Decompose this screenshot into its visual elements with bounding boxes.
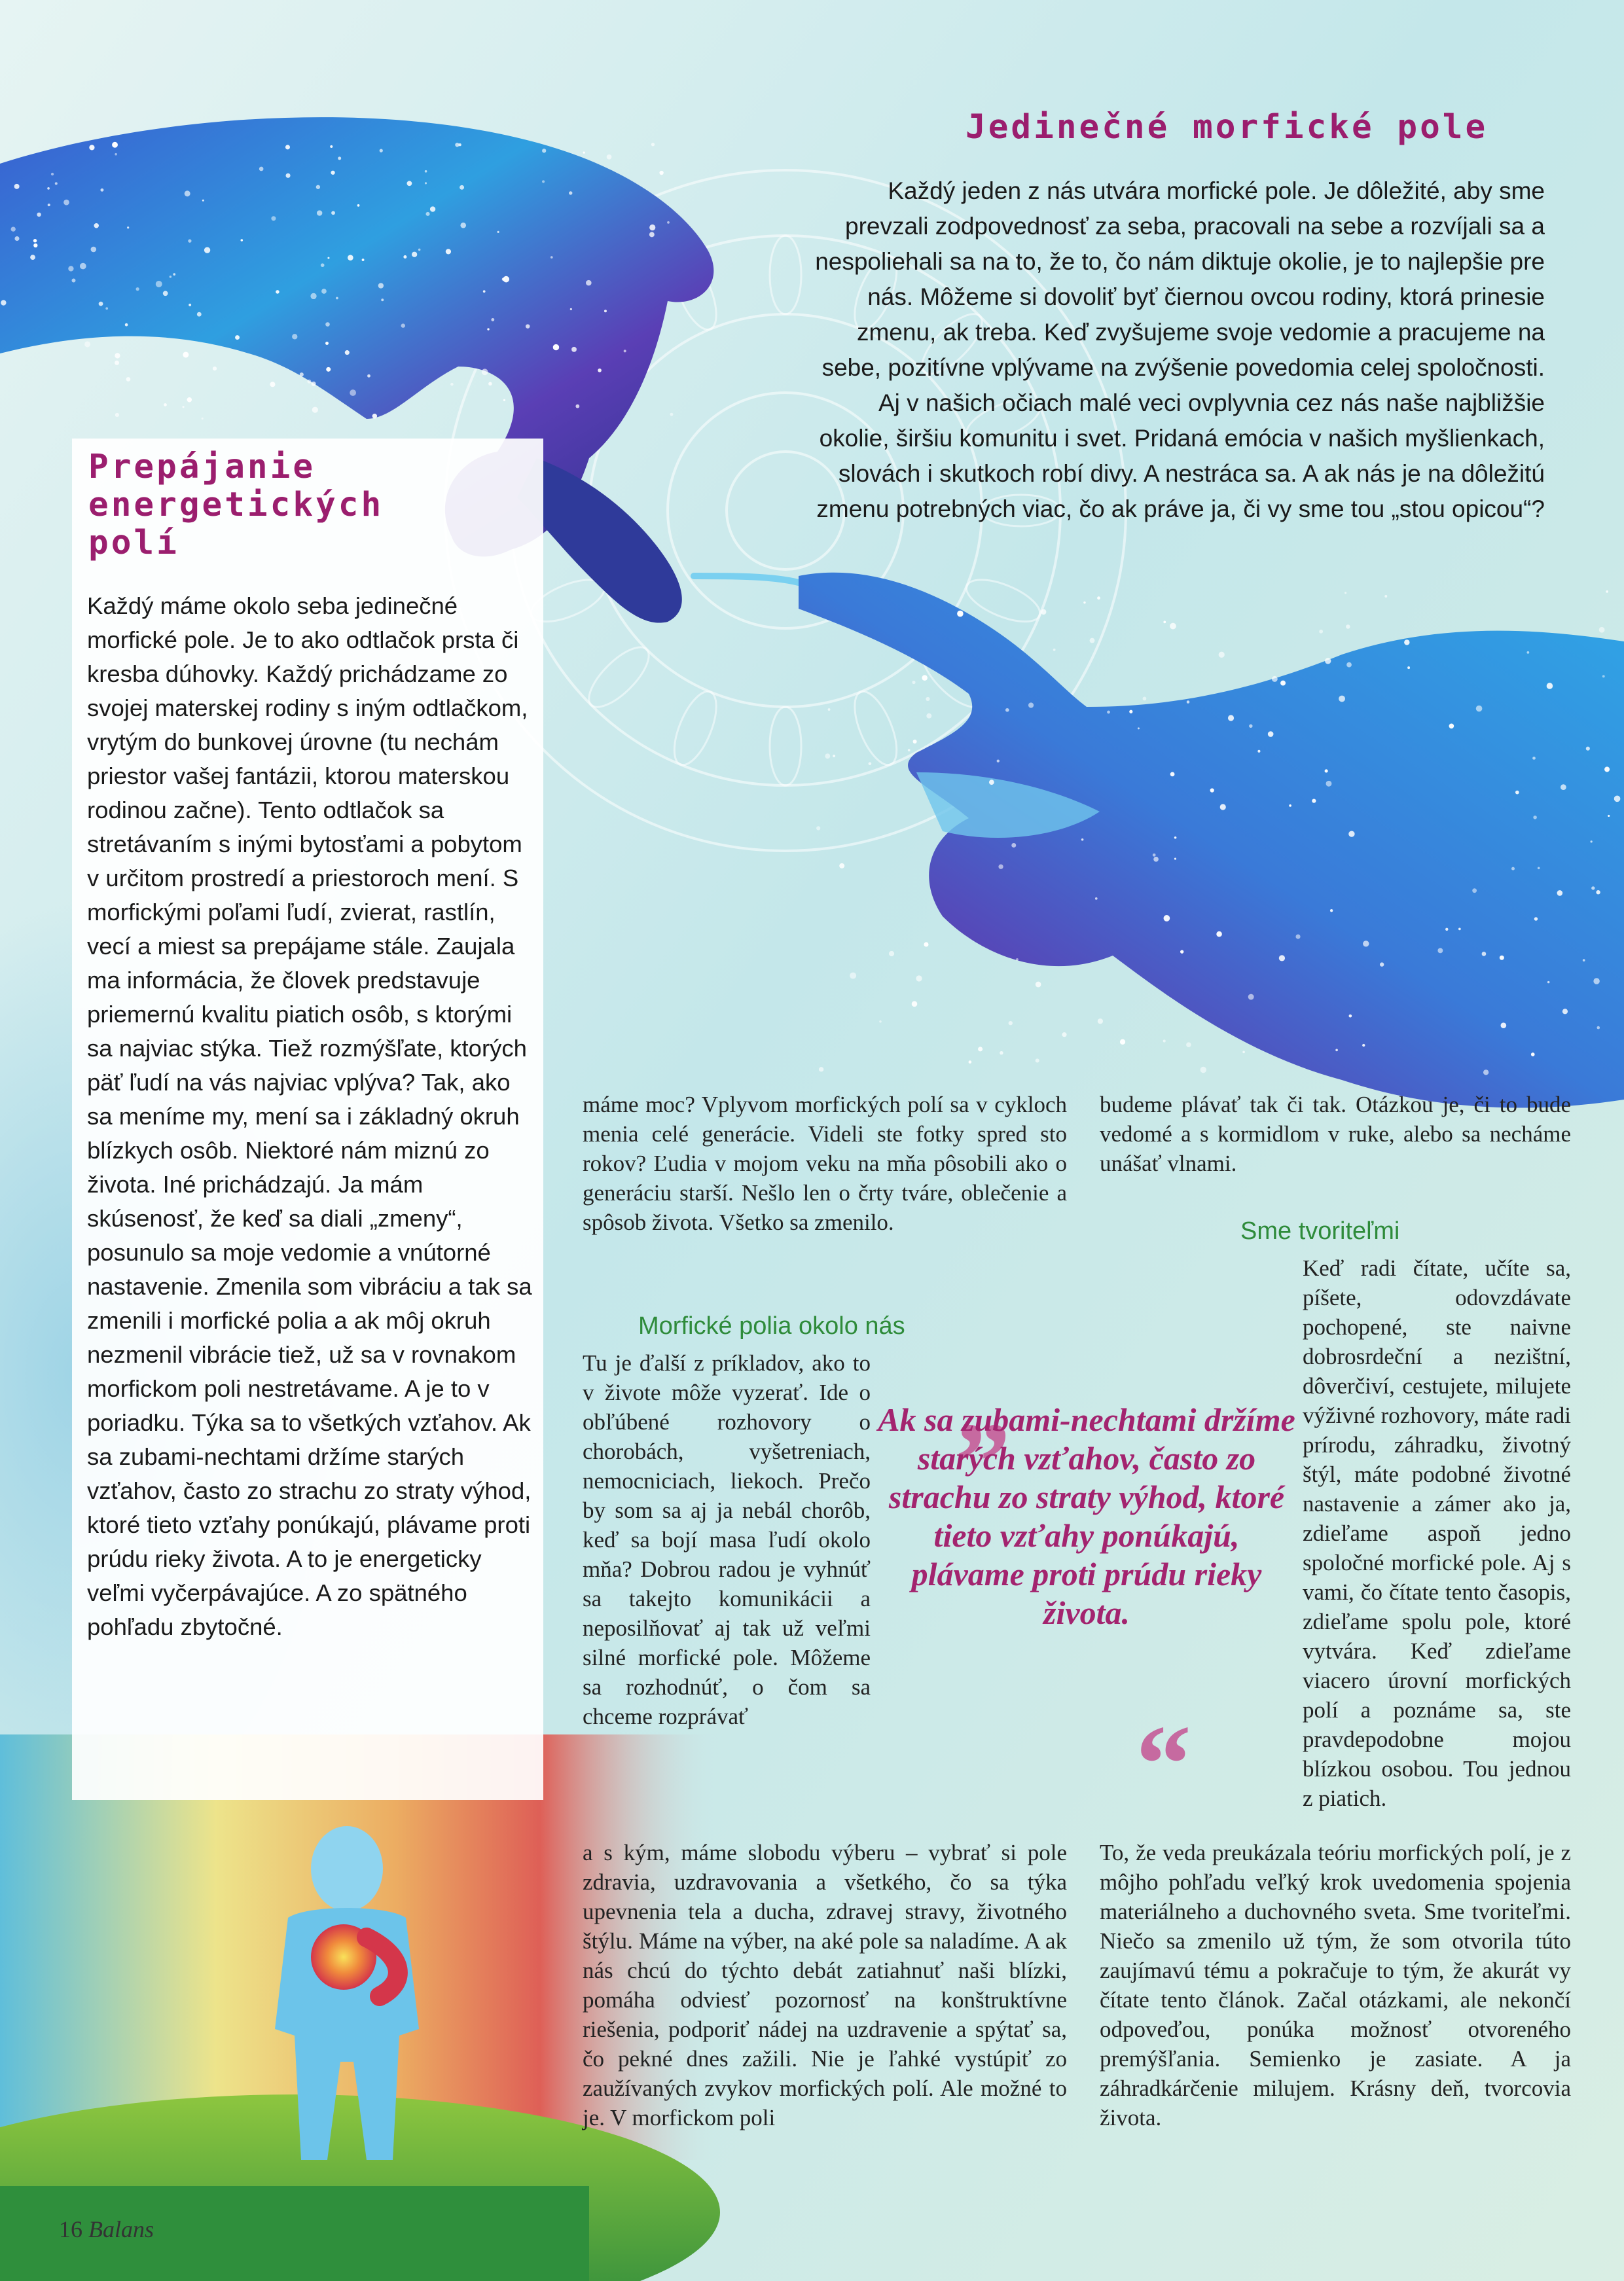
star-dot: [828, 708, 831, 711]
star-dot: [1280, 681, 1286, 686]
col2-paragraph-2: Keď radi čítate, učíte sa, píšete, odovzdávate pochopené, ste naivne dobrosrdeční a nezištní, dôverčiví, cestujete, milujete výživné rozhovory, máte radi prírodu, záhradku, životný štýl, máte podobné životné nastavenie a zámer ako ja, zdieľame aspoň jedno spoločné morfické pole. Aj s vami, čo čítate tento časopis, zdieľame spolu pole, ktoré vytvára. Keď zdieľame viacero úrovní morfických polí a poznáme sa, ste pravdepodobne mojou blízkou osobou. Tou jednou z piatich.: [1303, 1255, 1571, 1811]
star-dot: [1242, 1051, 1245, 1054]
star-dot: [1095, 897, 1098, 900]
star-dot: [670, 413, 674, 416]
star-dot: [1248, 994, 1254, 1000]
star-dot: [321, 263, 325, 267]
star-dot: [33, 243, 37, 247]
star-dot: [1187, 700, 1190, 704]
star-dot: [1596, 890, 1600, 894]
star-dot: [624, 350, 626, 352]
star-dot: [1129, 710, 1132, 713]
star-dot: [1349, 1015, 1352, 1018]
col1-paragraph-2: Tu je ďalší z príkladov, ako to v živote môže vyzerať. Ide o obľúbené rozhovory o chorobách, vyšetreniach, nemocniciach, liekoch. Prečo by som sa aj ja nebál chorôb, keď sa bojí masa ľudí okolo mňa? Dobrou radou je vyhnúť sa takejto komunikácii a neposilňovať aj tak už veľmi silné morfické pole. Môžeme sa rozhodnúť, o čom sa chceme rozprávať: [583, 1350, 871, 1729]
star-dot: [1120, 1039, 1125, 1045]
star-dot: [362, 259, 365, 261]
star-dot: [1404, 639, 1409, 645]
star-dot: [14, 236, 19, 241]
star-dot: [571, 347, 577, 352]
star-dot: [1279, 955, 1285, 961]
star-dot: [425, 212, 429, 216]
star-dot: [259, 167, 264, 171]
star-dot: [30, 255, 35, 260]
star-dot: [316, 185, 320, 189]
star-dot: [553, 344, 559, 350]
star-dot: [401, 323, 405, 327]
star-dot: [1174, 858, 1176, 860]
star-dot: [1335, 1049, 1338, 1052]
star-dot: [569, 191, 572, 194]
star-dot: [575, 404, 579, 408]
star-dot: [127, 226, 129, 228]
star-dot: [1380, 962, 1384, 966]
star-dot: [607, 154, 612, 160]
star-dot: [1219, 652, 1225, 658]
star-dot: [1272, 676, 1278, 682]
star-dot: [879, 1020, 882, 1023]
star-dot: [197, 312, 202, 317]
star-dot: [1344, 592, 1346, 594]
star-dot: [1005, 708, 1009, 712]
star-dot: [978, 1047, 983, 1051]
star-dot: [446, 249, 451, 254]
star-dot: [604, 310, 607, 312]
star-dot: [1583, 959, 1585, 961]
star-dot: [1531, 1052, 1535, 1056]
star-dot: [542, 149, 546, 153]
star-dot: [285, 145, 290, 149]
star-dot: [1437, 948, 1443, 953]
star-dot: [163, 291, 168, 296]
star-dot: [497, 231, 499, 233]
star-dot: [1268, 731, 1274, 737]
star-dot: [183, 406, 185, 408]
star-dot: [482, 368, 488, 375]
star-dot: [1216, 931, 1222, 937]
star-dot: [1325, 658, 1331, 664]
quote-close-mark: “: [1136, 1702, 1191, 1825]
star-dot: [89, 145, 94, 150]
star-dot: [1170, 623, 1176, 630]
star-dot: [1561, 784, 1566, 790]
star-dot: [1602, 675, 1605, 677]
sidebar-title: Prepájanie energetických polí: [88, 448, 384, 562]
star-dot: [156, 281, 162, 287]
star-dot: [1339, 696, 1345, 702]
star-dot: [1526, 651, 1529, 654]
star-dot: [33, 239, 37, 242]
star-dot: [378, 283, 384, 288]
star-dot: [357, 204, 360, 207]
star-dot: [48, 204, 50, 206]
star-dot: [1153, 857, 1159, 862]
star-dot: [908, 749, 911, 751]
star-dot: [1591, 886, 1595, 889]
star-dot: [1532, 757, 1536, 760]
star-dot: [1538, 867, 1540, 870]
star-dot: [1228, 715, 1234, 721]
star-dot: [1593, 978, 1600, 984]
star-dot: [1000, 1051, 1003, 1054]
star-dot: [912, 1001, 918, 1007]
star-dot: [924, 942, 928, 946]
star-dot: [1330, 909, 1333, 912]
star-dot: [1476, 706, 1483, 712]
star-dot: [94, 223, 98, 228]
star-dot: [381, 298, 384, 301]
page-number: 16: [59, 2216, 82, 2242]
star-dot: [11, 226, 16, 231]
star-dot: [1614, 796, 1621, 802]
star-dot: [1515, 791, 1519, 795]
star-dot: [1591, 840, 1593, 842]
star-dot: [63, 200, 69, 206]
star-dot: [327, 257, 329, 259]
intro-title: Jedinečné morfické pole: [965, 108, 1489, 147]
star-dot: [1083, 602, 1085, 603]
star-dot: [1153, 853, 1156, 857]
star-dot: [583, 151, 585, 153]
star-dot: [213, 367, 217, 370]
star-dot: [1174, 836, 1177, 839]
star-dot: [1604, 766, 1610, 772]
star-dot: [839, 863, 844, 869]
star-dot: [1384, 595, 1387, 598]
star-dot: [1482, 952, 1487, 956]
star-dot: [80, 263, 86, 270]
star-dot: [1557, 890, 1563, 896]
star-dot: [51, 173, 54, 175]
star-dot: [1407, 666, 1410, 669]
star-dot: [331, 211, 335, 215]
star-dot: [1220, 804, 1226, 810]
star-dot: [72, 279, 76, 283]
star-dot: [550, 256, 553, 259]
star-dot: [68, 266, 73, 271]
star-dot: [916, 975, 922, 981]
star-dot: [1143, 697, 1147, 701]
star-dot: [913, 740, 917, 744]
star-dot: [1016, 958, 1019, 961]
star-dot: [1170, 772, 1175, 777]
star-dot: [325, 322, 330, 327]
star-dot: [312, 382, 316, 386]
star-dot: [1009, 1021, 1013, 1025]
star-dot: [1, 300, 6, 305]
col1-paragraph-1: máme moc? Vplyvom morfických polí sa v cykloch menia celé generácie. Videli ste fotky spred sto rokov? Ľudia v mojom veku na mňa pôsobili ako o generáciu starší. Nešlo len o črty tváre, oblečenie a spôsob života. Všetko sa zmenilo.: [583, 1092, 1067, 1235]
star-dot: [325, 342, 329, 345]
star-dot: [1586, 747, 1590, 751]
col2-paragraph-1: budeme plávať tak či tak. Otázkou je, či to bude vedomé a s kormidlom v ruke, alebo sa necháme unášať vlnami.: [1100, 1092, 1571, 1176]
star-dot: [185, 190, 190, 196]
star-dot: [833, 755, 835, 757]
star-dot: [345, 350, 350, 355]
star-dot: [115, 353, 120, 358]
star-dot: [598, 368, 602, 372]
star-dot: [912, 681, 915, 684]
star-dot: [187, 397, 192, 402]
star-dot: [189, 304, 191, 306]
star-dot: [1346, 662, 1352, 668]
star-dot: [164, 403, 167, 406]
star-dot: [1036, 982, 1041, 988]
star-dot: [1053, 649, 1056, 651]
star-dot: [1325, 769, 1328, 772]
star-dot: [1163, 621, 1166, 624]
star-dot: [183, 351, 189, 357]
star-dot: [455, 143, 459, 147]
star-dot: [348, 255, 353, 260]
star-dot: [202, 418, 204, 420]
star-dot: [450, 383, 454, 386]
star-dot: [1163, 1039, 1166, 1042]
star-dot: [1200, 1067, 1206, 1073]
star-dot: [286, 173, 291, 178]
star-dot: [1483, 1069, 1489, 1075]
star-dot: [922, 675, 928, 681]
star-dot: [173, 273, 175, 276]
star-dot: [1533, 816, 1537, 819]
star-dot: [998, 865, 1003, 869]
star-dot: [105, 307, 108, 310]
star-dot: [1090, 638, 1095, 643]
star-dot: [235, 335, 240, 340]
star-dot: [1500, 956, 1504, 960]
star-dot: [407, 181, 412, 186]
star-dot: [957, 611, 964, 617]
star-dot: [487, 328, 489, 330]
col2-subheading: Sme tvoriteľmi: [1240, 1217, 1400, 1245]
star-dot: [330, 145, 333, 148]
star-dot: [136, 287, 139, 291]
star-dot: [825, 753, 830, 759]
star-dot: [542, 180, 545, 183]
star-dot: [115, 361, 119, 365]
star-dot: [1011, 843, 1016, 848]
star-dot: [503, 399, 505, 401]
star-dot: [1097, 596, 1100, 600]
col2-paragraph-3: To, že veda preukázala teóriu morfických polí, je z môjho pohľadu veľký krok uvedomenia spojenia materiálneho a duchovného sveta. Sme tvoriteľmi. Niečo sa zmenilo už tým, že som otvorila túto zaujímavú tému a pokračuje to tým, že akurát vy čítate tento článok. Začal otázkami, ale nekončí odpoveďou, ponúka možnosť otvoreného premýšľania. Semienko je zasiate. A ja záhradkárčenie milujem. Krásny deň, tvorcovia života.: [1100, 1840, 1571, 2130]
star-dot: [1362, 1044, 1365, 1047]
star-dot: [526, 324, 530, 328]
star-dot: [270, 382, 275, 387]
star-dot: [651, 143, 655, 146]
star-dot: [570, 308, 572, 310]
star-dot: [1107, 711, 1110, 714]
star-dot: [503, 276, 509, 283]
star-dot: [659, 171, 663, 175]
star-dot: [430, 206, 435, 211]
star-dot: [336, 297, 338, 300]
pull-quote: Ak sa zubami-nechtami držíme starých vzťahov, často zo strachu zo straty výhod, ktoré tieto vzťahy ponúkajú, plávame proti prúdu rieky života.: [878, 1401, 1295, 1631]
star-dot: [460, 185, 464, 190]
star-dot: [1534, 917, 1538, 921]
star-dot: [1562, 1009, 1568, 1014]
star-dot: [1348, 831, 1354, 836]
star-dot: [99, 302, 103, 306]
star-dot: [1445, 928, 1448, 931]
star-dot: [321, 289, 327, 294]
star-dot: [1210, 788, 1214, 792]
star-dot: [276, 290, 280, 294]
star-dot: [667, 221, 670, 224]
star-dot: [1449, 723, 1454, 728]
star-dot: [126, 377, 131, 382]
star-dot: [188, 239, 191, 242]
star-dot: [300, 372, 304, 376]
star-dot: [926, 697, 929, 701]
star-dot: [115, 413, 119, 417]
star-dot: [586, 280, 592, 286]
star-dot: [1326, 781, 1332, 787]
star-dot: [997, 759, 1000, 762]
star-dot: [649, 225, 655, 230]
star-dot: [460, 223, 466, 228]
intro-text: Každý jeden z nás utvára morfické pole. Je dôležité, aby sme prevzali zodpovednosť za seba, pracovali na sebe a rozvíjali sa a nespoliehali sa na to, že to, čo nám diktuje okolie, je to najlepšie pre nás. Môžeme si dovoliť byť čiernou ovcou rodiny, ktorá prinesie zmenu, ak treba. Keď zvyšujeme svoje vedomie a pracujeme na sebe, pozitívne vplývame na zvýšenie povedomia celej spoločnosti. Aj v našich očiach malé veci ovplyvnia cez nás naše najbližšie okolie, širšiu komunitu i svet. Pridaná emócia v našich myšlienkach, slovách i skutkoch robí divy. A nestráca sa. A ak nás je na dôležitú zmenu potrebných viac, čo ak práve ja, či vy sme tou „stou opicou“?: [815, 177, 1545, 522]
star-dot: [1597, 1026, 1600, 1030]
star-dot: [47, 187, 50, 190]
star-dot: [1547, 981, 1549, 983]
star-dot: [425, 182, 427, 184]
page-footer: [59, 2216, 154, 2243]
star-dot: [307, 380, 311, 384]
star-dot: [1081, 838, 1084, 841]
star-dot: [292, 334, 297, 339]
star-dot: [100, 189, 103, 192]
star-dot: [418, 249, 421, 251]
star-dot: [1312, 799, 1316, 803]
star-dot: [1062, 1032, 1066, 1037]
star-dot: [1472, 888, 1477, 893]
star-dot: [1458, 928, 1461, 931]
star-dot: [1606, 590, 1608, 593]
star-dot: [326, 367, 331, 372]
star-dot: [1036, 1058, 1039, 1062]
star-dot: [380, 149, 383, 152]
star-dot: [367, 374, 370, 378]
star-dot: [1041, 609, 1046, 615]
star-dot: [1295, 934, 1300, 939]
star-dot: [1164, 915, 1170, 922]
star-dot: [483, 290, 486, 293]
star-dot: [115, 153, 117, 156]
star-dot: [1098, 1018, 1103, 1024]
star-dot: [926, 713, 931, 719]
star-dot: [170, 276, 171, 278]
star-dot: [14, 184, 20, 189]
star-dot: [84, 341, 90, 347]
star-dot: [112, 142, 118, 148]
sidebar-text: Každý máme okolo seba jedinečné morfické pole. Je to ako odtlačok prsta či kresba dúhovky. Každý prichádzame zo svojej materskej rodiny s iným odtlačkom, vrytým do bunkovej úrovne (tu nechám priestor vašej fantázii, ktorou materskou rodinou začne). Tento odtlačok sa stretávaním s inými bytosťami a pobytom v určitom prostredí a priestoroch mení. S morfickými poľami ľudí, zvierat, rastlín, vecí a miest sa prepájame stále. Zaujala ma informácia, že človek predstavuje priemernú kvalitu piatich osôb, s ktorými sa najviac stýka. Tiež rozmýšľate, ktorých päť ľudí na vás najviac vplýva? Tak, ako sa meníme my, mení sa i základný okruh blízkych osôb. Niektoré nám miznú zo života. Iné prichádzajú. Ja mám skúsenosť, že keď sa diali „zmeny“, posunulo sa moje vedomie a vnútorné nastavenie. Zmenila som vibráciu a tak sa zmenili i morfické polia a ak môj okruh nezmenil vibrácie tiež, už sa v rovnakom morfickom poli nestretávame. A je to v poriadku. Týka sa to všetkých vzťahov. Ak sa zubami-nechtami držíme starých vzťahov, často zo strachu zo straty výhod, ktoré tieto vzťahy ponúkajú, plávame proti prúdu rieky života. A to je energeticky veľmi vyčerpávajúce. A zo spätného pohľadu zbytočné.: [87, 592, 532, 1640]
star-dot: [1289, 804, 1291, 807]
star-dot: [312, 407, 318, 413]
star-dot: [1547, 683, 1553, 689]
col1-paragraph-3: a s kým, máme slobodu výberu – vybrať si pole zdravia, uzdravovania a všetkého, čo sa týka upevnenia tela a ducha, zdravej stravy, životného štýlu. Máme na výber, na aké pole sa naladíme. A ak nás chcú do týchto debát zatiahnuť naši blízki, pomáha odviesť pozornosť na konštruktívne riešenia, podporiť nádej na uzdravenie a spýtať sa, čo pekné dnes zažili. Nie je ľahké vystúpiť zo zaužívaných zvykov morfických polí. Ale možné to je. V morfickom poli: [583, 1840, 1067, 2130]
star-dot: [338, 156, 341, 160]
star-dot: [1186, 1042, 1191, 1047]
star-dot: [202, 200, 204, 202]
star-dot: [1138, 727, 1140, 729]
star-dot: [403, 255, 406, 259]
star-dot: [1257, 750, 1260, 753]
star-dot: [1599, 627, 1605, 633]
star-dot: [310, 293, 316, 299]
star-dot: [1319, 630, 1323, 634]
star-dot: [969, 1060, 972, 1064]
star-dot: [889, 951, 894, 956]
star-dot: [331, 171, 334, 175]
star-dot: [1249, 725, 1252, 728]
col1-subheading: Morfické polia okolo nás: [638, 1312, 905, 1340]
star-dot: [989, 780, 994, 785]
star-dot: [55, 182, 58, 185]
star-dot: [869, 762, 872, 765]
star-dot: [317, 210, 322, 215]
star-dot: [1180, 950, 1183, 953]
star-dot: [204, 247, 210, 253]
star-dot: [241, 239, 244, 242]
star-dot: [425, 170, 427, 173]
star-dot: [491, 318, 494, 321]
star-dot: [816, 826, 820, 830]
quote-open-mark: „: [956, 1342, 1011, 1465]
star-dot: [37, 213, 41, 217]
star-dot: [1363, 941, 1369, 946]
star-dot: [819, 1067, 823, 1071]
magazine-name: Balans: [88, 2216, 154, 2242]
star-dot: [649, 232, 655, 237]
star-dot: [1608, 815, 1610, 817]
star-dot: [850, 973, 856, 979]
star-dot: [125, 323, 128, 327]
star-dot: [488, 382, 492, 386]
star-dot: [1346, 624, 1350, 628]
star-dot: [1501, 1022, 1507, 1028]
star-dot: [350, 389, 356, 396]
star-dot: [271, 216, 276, 221]
star-dot: [1511, 867, 1515, 871]
star-dot: [91, 247, 97, 253]
star-dot: [1028, 702, 1034, 708]
star-dot: [412, 252, 417, 257]
star-dot: [372, 414, 377, 418]
